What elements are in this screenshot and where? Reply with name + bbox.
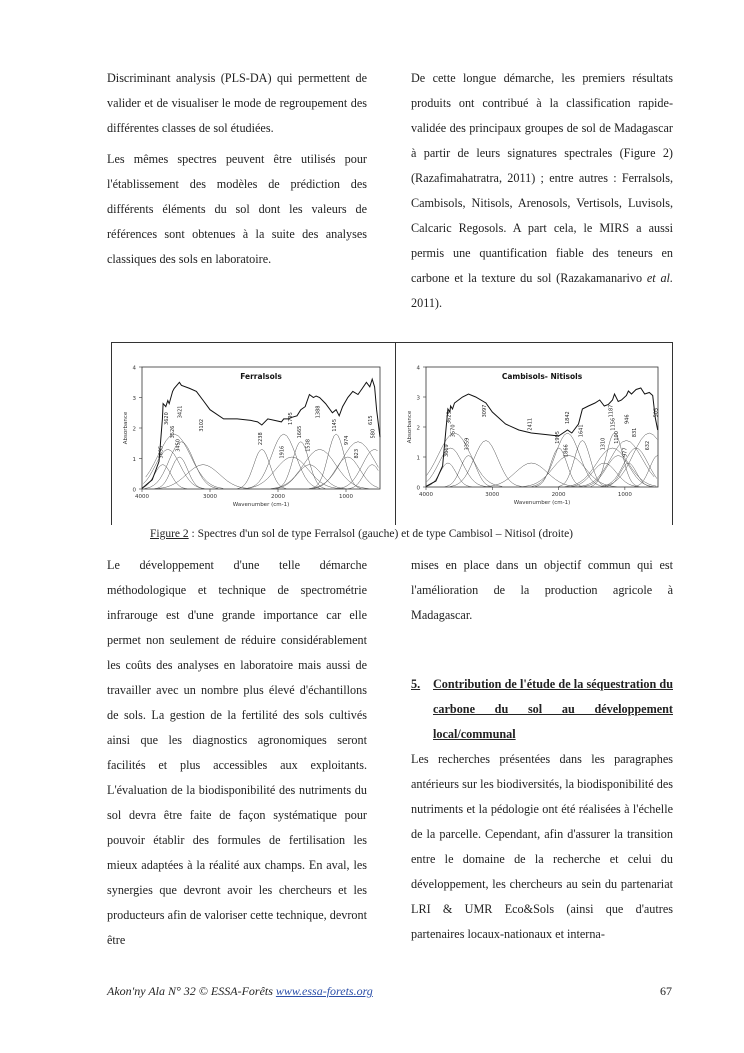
x-tick-label: 3000 xyxy=(485,492,500,498)
peak-label: 974 xyxy=(343,435,350,446)
footer-journal: Akon'ny Ala N° 32 © ESSA-Forêts www.essa-forets.org xyxy=(107,984,373,998)
y-tick-label: 2 xyxy=(416,425,420,432)
x-axis-label: Wavenumber (cm-1) xyxy=(232,502,290,508)
peak-label: 615 xyxy=(368,415,375,425)
peak-label: 1866 xyxy=(563,444,570,457)
figure-2 xyxy=(111,342,673,525)
ferralsols-spectrum-chart xyxy=(112,343,395,525)
paragraph: De cette longue démarche, les premiers résultats produits ont contribué à la classification rapide-validée des principaux groupes de sol de Madagascar à partir de leurs signatures spectrales (Figure 2) (Razafimahatratra, 2011) ; entre autres : Ferralsols, Cambisols, Nitisols, Arenosols, Vertisols, Luvisols, Calcaric Regosols. A part cela, le MIRS a aussi permis une quantification fiable des teneurs en carbone et la texture du sol (Razakamanarivo et al. 2011). xyxy=(411,71,673,310)
y-tick-label: 3 xyxy=(416,395,420,402)
peak-label: 3421 xyxy=(177,405,184,419)
paragraph: mises en place dans un objectif commun qui est l'amélioration de la production agricole à Madagascar. xyxy=(411,558,673,622)
peak-label: 3570 xyxy=(450,424,457,438)
section-title: Contribution de l'étude de la séquestration du carbone du sol au développement local/communal xyxy=(433,677,673,741)
y-tick-label: 3 xyxy=(132,396,136,402)
peak-label: 3526 xyxy=(170,425,177,439)
peak-label: 505 xyxy=(653,407,660,418)
x-tick-label: 4000 xyxy=(419,492,433,498)
x-tick-label: 1000 xyxy=(617,492,632,498)
paragraph: Les recherches présentées dans les paragraphes antérieurs sur les biodiversités, la biodisponibilité des nutriments et la pédologie ont été réalisées à l'échelle de la parcelle. Cependant, afin d'assurer la transition entre le domaine de la recherche et celui du développement, les chercheurs au sein du partenariat LRI & UMR Eco&Sols (ainsi que d'autres partenaires locaux-nationaux et interna- xyxy=(411,752,673,941)
peak-label: 580 xyxy=(370,428,377,439)
peak-label: 3629 xyxy=(446,411,453,424)
y-tick-label: 1 xyxy=(132,457,136,463)
peak-label: 1795 xyxy=(287,412,294,425)
page-number: 67 xyxy=(660,984,672,998)
peak-label: 1538 xyxy=(305,439,312,452)
chart-title: Cambisols- Nitisols xyxy=(501,372,583,381)
x-tick-label: 3000 xyxy=(203,494,217,500)
peak-label: 1842 xyxy=(565,411,572,424)
paragraph: Discriminant analysis (PLS-DA) qui permettent de valider et de visualiser le mode de regroupement des différentes classes de sol étudiées. xyxy=(107,71,367,135)
figure-caption xyxy=(150,526,650,542)
chart-title: Ferralsols xyxy=(240,372,282,381)
right-column-bottom xyxy=(411,553,673,947)
peak-label: 3669 xyxy=(443,444,450,457)
et-al-italic: et al. xyxy=(646,271,673,285)
right-column-top xyxy=(411,66,673,316)
peak-label: 1916 xyxy=(279,445,286,459)
left-column-bottom xyxy=(107,553,367,953)
peak-label: 2238 xyxy=(257,432,264,446)
cambisols-nitisols-spectrum-chart xyxy=(396,343,672,525)
peak-label: 2411 xyxy=(527,417,534,431)
peak-label: 3097 xyxy=(481,404,488,418)
y-axis-label: Absorbance xyxy=(123,411,129,445)
paragraph: Les mêmes spectres peuvent être utilisés pour l'établissement des modèles de prédiction des différents éléments du sol dont les valeurs de références sont obtenues à la suite des analyses classiques des sols en laboratoire. xyxy=(107,152,367,266)
component-band xyxy=(348,465,379,489)
component-band xyxy=(521,456,617,487)
x-tick-label: 1000 xyxy=(339,494,353,500)
peak-label: 3450 xyxy=(175,439,182,452)
component-band xyxy=(311,457,378,489)
peak-label: 1995 xyxy=(554,431,561,444)
component-band xyxy=(154,465,252,489)
peak-label: 1641 xyxy=(578,424,585,438)
y-tick-label: 0 xyxy=(132,487,136,494)
peak-label: 1156 xyxy=(610,417,617,431)
caption-text: : Spectres d'un sol de type Ferralsol (gauche) et de type Cambisol – Nitisol (droite) xyxy=(188,528,574,540)
section-heading xyxy=(411,672,673,747)
component-band xyxy=(155,457,204,489)
peak-label: 1388 xyxy=(315,405,322,419)
peak-label: 3620 xyxy=(163,412,170,425)
component-band xyxy=(143,449,204,488)
section-number: 5. xyxy=(411,677,421,691)
plot-frame xyxy=(142,367,380,489)
component-band xyxy=(634,456,658,487)
peak-label: 1100 xyxy=(614,431,621,444)
x-tick-label: 2000 xyxy=(271,494,285,500)
y-tick-label: 4 xyxy=(132,365,136,372)
peak-label: 3359 xyxy=(464,437,471,451)
x-axis-label: Wavenumber (cm-1) xyxy=(513,500,571,506)
peak-label: 3695 xyxy=(158,445,165,459)
x-tick-label: 2000 xyxy=(551,492,566,498)
peak-label: 823 xyxy=(354,448,361,459)
peak-label: 946 xyxy=(624,414,631,424)
paragraph: Le développement d'une telle démarche méthodologique et technique de spectrométrie infrarouge est d'une grande importance car elle permet non seulement de réduire considérablement les coûts des analyses en laboratoire mais aussi de travailler avec un nombre plus élevé d'échantillons de sols. La gestion de la fertilité des sols cultivés ainsi que les diagnostics agronomiques seront facilités et plus accessibles aux exploitants. L'évaluation de la biodisponibilité des nutriments du sol devra être faite de façon systématique pour pouvoir établir des formules de fertilisation les mieux adaptées à la réalité aux champs. En aval, les synergies que devront avoir les chercheurs et les producteurs afin de valoriser cette technique, devront être xyxy=(107,558,367,947)
component-band xyxy=(600,448,657,487)
x-tick-label: 4000 xyxy=(135,494,149,500)
peak-label: 1310 xyxy=(600,437,607,451)
y-tick-label: 0 xyxy=(416,485,420,492)
peak-label: 632 xyxy=(645,440,652,451)
peak-label: 1665 xyxy=(296,425,303,439)
caption-label: Figure 2 xyxy=(150,528,189,540)
peak-label: 1187 xyxy=(608,404,615,418)
y-tick-label: 1 xyxy=(416,455,420,462)
peak-label: 1145 xyxy=(332,418,339,432)
y-tick-label: 2 xyxy=(132,426,136,433)
peak-label: 977 xyxy=(622,447,629,457)
y-tick-label: 4 xyxy=(416,365,420,372)
left-column-top xyxy=(107,66,367,272)
peak-label: 831 xyxy=(632,427,639,438)
peak-label: 3102 xyxy=(199,418,206,432)
plot-frame xyxy=(426,367,658,487)
y-axis-label: Absorbance xyxy=(407,410,413,444)
journal-link[interactable]: www.essa-forets.org xyxy=(275,984,373,998)
